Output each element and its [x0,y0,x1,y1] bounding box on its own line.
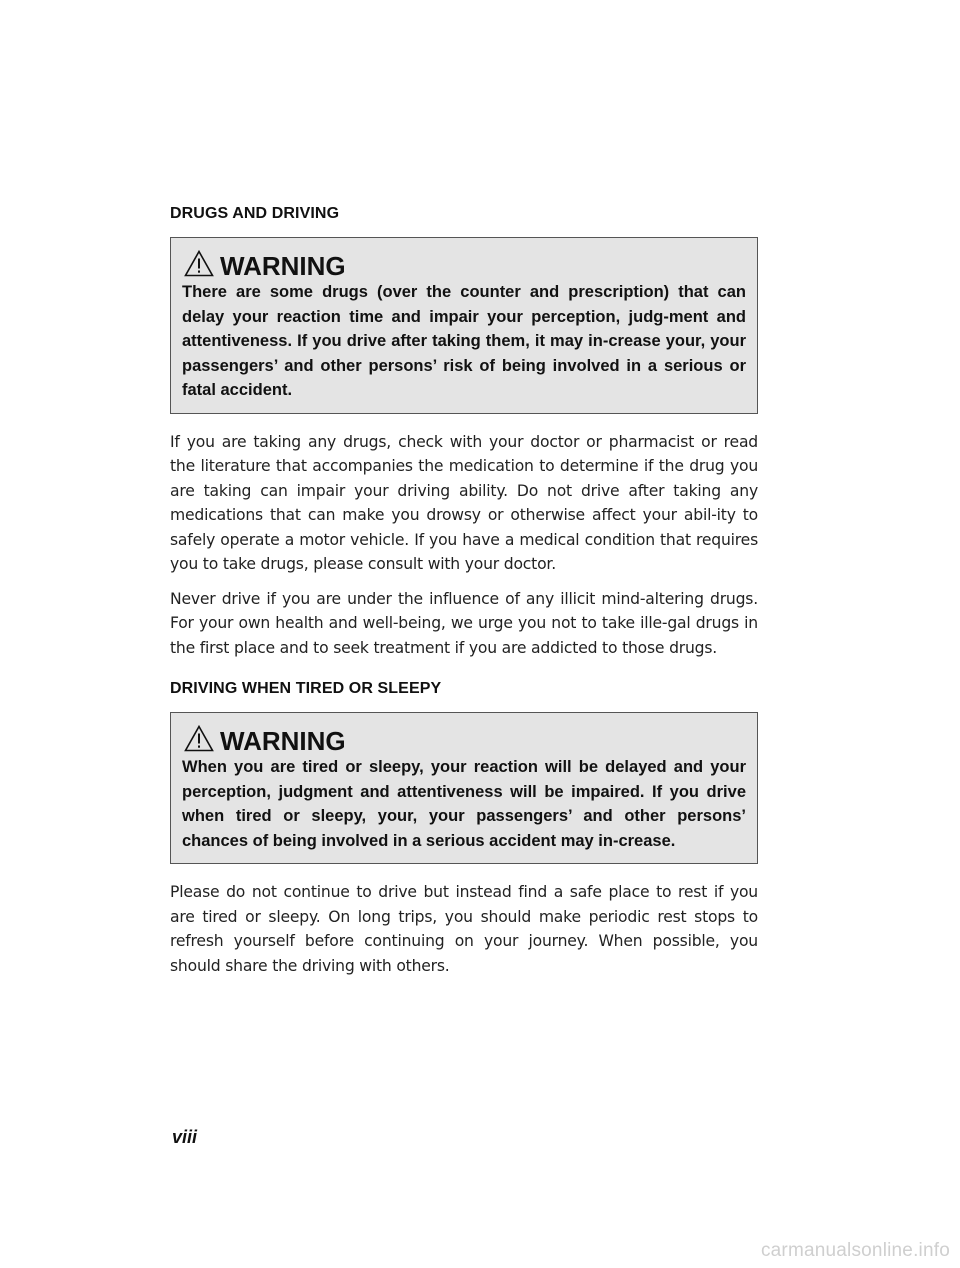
warning-text: There are some drugs (over the counter and prescription) that can delay your reaction time and impair your perception, judg-ment and attentiveness. If you drive after taking them, it may in-crease your, your passengers’ and other persons’ risk of being involved in a serious or fatal accident. [182,283,746,399]
section-drugs-and-driving [170,205,758,660]
warning-box [170,712,758,864]
warning-header [184,723,746,755]
body-paragraph: Please do not continue to drive but instead find a safe place to rest if you are tired or sleepy. On long trips, you should make periodic rest stops to refresh yourself before continuing on your journey. When possible, you should share the driving with others. [170,883,758,975]
warning-triangle-icon [184,250,214,277]
warning-box [170,237,758,414]
warning-title: WARNING [220,726,346,756]
warning-text: When you are tired or sleepy, your reaction will be delayed and your perception, judgment and attentiveness will be impaired. If you drive when tired or sleepy, your, your passengers’ and other persons’ chances of being involved in a serious accident may in-crease. [182,758,746,850]
page-number: viii [172,1127,198,1147]
warning-title: WARNING [220,251,346,281]
body-paragraph: Never drive if you are under the influence of any illicit mind-altering drugs. For your own health and well-being, we urge you not to take ille-gal drugs in the first place and to seek treatment if you are addicted to those drugs. [170,589,758,657]
section-heading: DRUGS AND DRIVING [170,205,340,222]
page-content [170,205,758,988]
warning-header [184,248,746,280]
body-paragraph: If you are taking any drugs, check with your doctor or pharmacist or read the literature that accompanies the medication to determine if the drug you are taking can impair your driving ability. Do not drive after taking any medications that can make you drowsy or otherwise affect your abil-ity to safely operate a motor vehicle. If you have a medical condition that requires you to take drugs, please consult with your doctor. [170,432,758,573]
warning-triangle-icon [184,725,214,752]
section-heading: DRIVING WHEN TIRED OR SLEEPY [170,680,442,697]
section-driving-when-tired [170,680,758,978]
watermark-text: carmanualsonline.info [760,1240,950,1261]
